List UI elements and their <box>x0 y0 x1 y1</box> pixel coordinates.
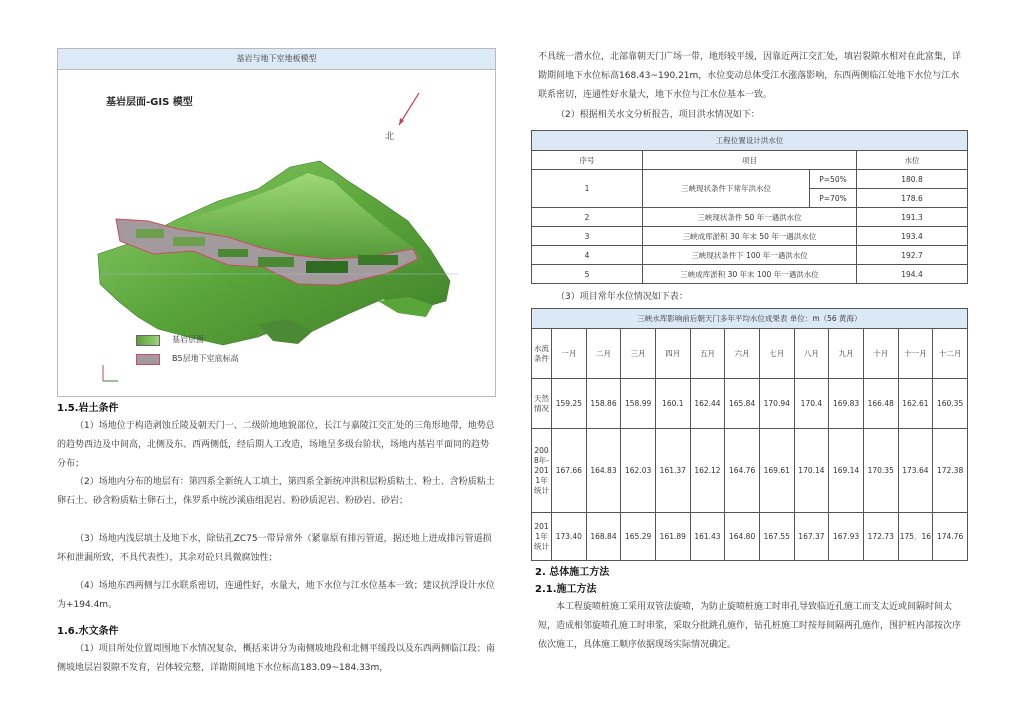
table-cell: 191.3 <box>857 208 968 227</box>
table-cell: 167.66 <box>552 429 587 513</box>
table-cell: 193.4 <box>857 227 968 246</box>
table-header: 二月 <box>586 329 621 379</box>
table-cell: 162.12 <box>690 429 725 513</box>
table-header: 七月 <box>759 329 794 379</box>
paragraph: （1）场地位于构造剥蚀丘陵及朝天门一、二级阶地地貌部位，长江与嘉陵江交汇处的三角形地带，地势总的趋势西边及中间高，北侧及东、西两侧低，经后期人工改造，场地呈多级台阶状，场地内基岩平面同的趋势分布； <box>57 421 495 469</box>
table-cell: 164.76 <box>725 429 760 513</box>
paragraph: （2）场地内分布的地层有：第四系全新统人工填土，第四系全新统冲洪积层粉质粘土、粉土、含粉质粘土卵石土、砂含粉质粘土卵石土，侏罗系中统沙溪庙组泥岩、粉砂质泥岩、粉砂岩、砂岩； <box>57 477 495 506</box>
table-cell: 168.84 <box>586 513 621 561</box>
table-cell: 158.86 <box>586 379 621 429</box>
table-cell: 4 <box>532 246 643 265</box>
table-cell: 167.37 <box>794 513 829 561</box>
table-cell: 180.8 <box>857 170 968 189</box>
table-header: 十二月 <box>933 329 968 379</box>
figure-subtitle: 基岩层面-GIS 模型 <box>106 97 193 108</box>
subsection-heading-method: 2.1.施工方法 <box>535 584 597 595</box>
figure-header: 基岩与地下室地板模型 <box>58 49 495 70</box>
paragraph: （4）场地东西两侧与江水联系密切，连通性好，水量大，地下水位与江水位基本一致；建议抗浮设计水位为+194.4m。 <box>57 581 495 610</box>
table-header: 水位 <box>857 151 968 170</box>
table-cell: P=50% <box>810 170 857 189</box>
table-header: 一月 <box>552 329 587 379</box>
table-row-label: 天然情况 <box>532 379 552 429</box>
table-cell: 160.35 <box>933 379 968 429</box>
legend-swatch-basement <box>136 354 160 365</box>
table-cell: 166.48 <box>863 379 898 429</box>
table-cell: 三峡现状条件下 100 年一遇洪水位 <box>643 246 857 265</box>
section-heading-geology: 1.5.岩土条件 <box>57 403 119 414</box>
table-cell: 162.44 <box>690 379 725 429</box>
paragraph: （1）项目所处位置周围地下水情况复杂，概括来讲分为南侧坡地段和北侧平缓段以及东西两侧临江段；南侧坡地层岩裂隙不发育，岩体较完整，详勘期间地下水位标高183.09~184.33m， <box>57 644 495 673</box>
table-cell: 194.4 <box>857 265 968 284</box>
table-cell: 165.84 <box>725 379 760 429</box>
bedrock-model-figure <box>57 48 496 397</box>
table-header: 四月 <box>655 329 690 379</box>
table-cell: 161.43 <box>690 513 725 561</box>
legend-label-bedrock: 基岩层面 <box>172 335 204 344</box>
table-header: 十月 <box>863 329 898 379</box>
table-row-label: 2008年-2011年统计 <box>532 429 552 513</box>
table-cell: 164.80 <box>725 513 760 561</box>
table-cell: 167.55 <box>759 513 794 561</box>
paragraph: 不具统一潜水位，北部靠朝天门广场一带，地形较平缓，因靠近两江交汇处，填岩裂隙水相对在此富集，详勘期间地下水位标高168.43~190.21m，水位变动总体受江水涨落影响，东西两侧临江处地下水位与江水联系密切，连通性好水量大，地下水位与江水位基本一致。 <box>538 52 962 100</box>
paragraph: （3）项目常年水位情况如下表： <box>556 292 688 302</box>
table-cell: 三峡现状条件 50 年一遇洪水位 <box>643 208 857 227</box>
table-cell: 161.37 <box>655 429 690 513</box>
table-cell: P=70% <box>810 189 857 208</box>
table-header: 序号 <box>532 151 643 170</box>
table-cell: 165.29 <box>621 513 656 561</box>
table-caption: 三峡水库影响前后朝天门多年平均水位成果表 单位：m（56 黄海） <box>532 309 968 329</box>
paragraph: 本工程旋喷桩施工采用双管法旋喷，为防止旋喷桩施工时串孔导致临近孔施工而支太近或间隔时间太短，造成相邻旋喷孔施工时串浆，采取分批跳孔施作，钻孔桩施工时按每间隔两孔施作，围护桩内部按次序依次施工，具体施工顺序依据现场实际情况确定。 <box>538 602 962 650</box>
table-cell: 175．16 <box>898 513 933 561</box>
section-heading-construction: 2. 总体施工方法 <box>535 567 610 578</box>
table-cell: 170.4 <box>794 379 829 429</box>
terrain-model-image <box>58 69 495 395</box>
legend-label-basement: B5层地下室底标高 <box>172 354 239 363</box>
paragraph: （3）场地内浅层填土及地下水，除钻孔ZC75一带异常外（紧靠原有排污管道，据还地上进成排污管道损坏和泄漏所致，不具代表性），其余对砼只具微腐蚀性； <box>57 534 492 563</box>
table-cell: 三峡成库淤积 30 年末 50 年一遇洪水位 <box>643 227 857 246</box>
table-cell: 173.40 <box>552 513 587 561</box>
table-header: 五月 <box>690 329 725 379</box>
table-header: 八月 <box>794 329 829 379</box>
table-cell: 164.83 <box>586 429 621 513</box>
section-heading-hydrology: 1.6.水文条件 <box>57 626 119 637</box>
table-cell: 167.93 <box>829 513 864 561</box>
paragraph: （2）根据相关水文分析报告，项目洪水情况如下： <box>556 110 760 120</box>
table-cell: 169.14 <box>829 429 864 513</box>
flood-level-table <box>531 130 968 284</box>
table-header: 三月 <box>621 329 656 379</box>
legend-swatch-bedrock <box>136 335 160 346</box>
table-cell: 172.73 <box>863 513 898 561</box>
table-cell: 172.38 <box>933 429 968 513</box>
table-header: 项目 <box>643 151 857 170</box>
table-cell: 192.7 <box>857 246 968 265</box>
table-cell: 169.61 <box>759 429 794 513</box>
table-header: 十一月 <box>898 329 933 379</box>
table-cell: 162.03 <box>621 429 656 513</box>
table-cell: 三峡成库淤积 30 年末 100 年一遇洪水位 <box>643 265 857 284</box>
table-cell: 160.1 <box>655 379 690 429</box>
table-cell: 170.94 <box>759 379 794 429</box>
table-cell: 174.76 <box>933 513 968 561</box>
table-cell: 三峡现状条件下常年洪水位 <box>643 170 810 208</box>
table-cell: 173.64 <box>898 429 933 513</box>
table-header: 水流条件 <box>532 329 552 379</box>
table-cell: 159.25 <box>552 379 587 429</box>
table-cell: 170.35 <box>863 429 898 513</box>
table-cell: 161.89 <box>655 513 690 561</box>
table-cell: 3 <box>532 227 643 246</box>
table-header: 六月 <box>725 329 760 379</box>
table-cell: 178.6 <box>857 189 968 208</box>
table-header: 九月 <box>829 329 864 379</box>
table-row-label: 2011年统计 <box>532 513 552 561</box>
table-cell: 170.14 <box>794 429 829 513</box>
north-label: 北 <box>385 132 395 142</box>
table-cell: 158.99 <box>621 379 656 429</box>
table-cell: 169.83 <box>829 379 864 429</box>
monthly-water-level-table <box>531 308 968 561</box>
table-cell: 2 <box>532 208 643 227</box>
table-cell: 5 <box>532 265 643 284</box>
table-caption: 工程位置设计洪水位 <box>532 131 968 151</box>
table-cell: 1 <box>532 170 643 208</box>
table-cell: 162.61 <box>898 379 933 429</box>
